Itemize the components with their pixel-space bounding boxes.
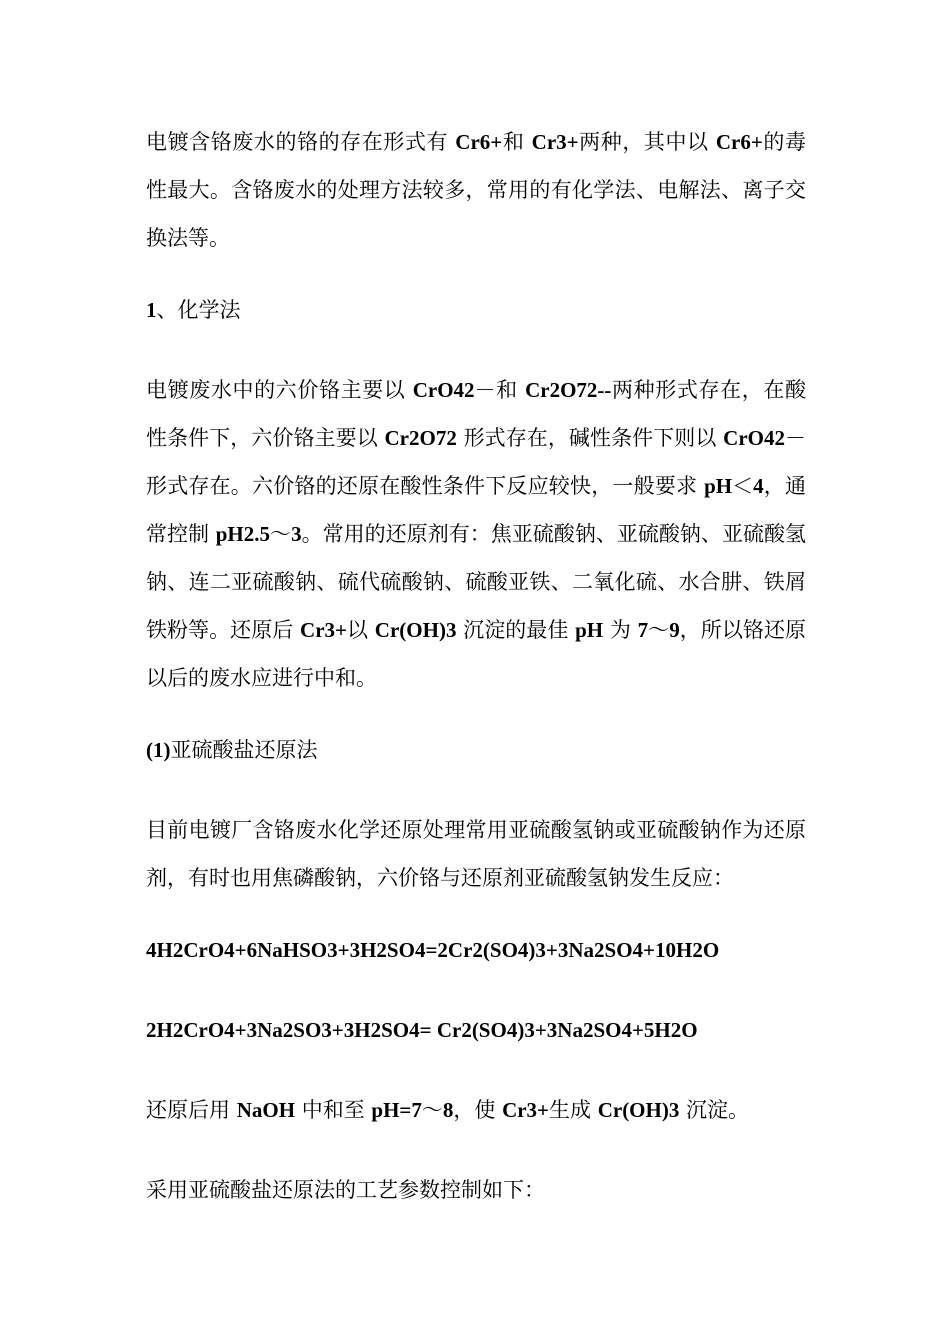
bold-text-run: 8 bbox=[442, 1098, 454, 1122]
text-run: ～ bbox=[421, 1098, 443, 1122]
chemical-method-paragraph bbox=[146, 366, 806, 702]
text-run: －和 bbox=[474, 378, 526, 402]
bold-text-run: Cr3+ bbox=[531, 130, 579, 154]
text-run: 以 bbox=[346, 618, 375, 642]
bold-text-run: pH=7 bbox=[371, 1098, 422, 1122]
text-run: 。常用的还原剂有：焦亚硫酸钠、亚硫酸钠、亚硫酸氢钠、连二亚硫酸钠、硫代硫酸钠、硫酸亚铁、二氧化硫、水合肼、铁屑铁粉等。还原后 bbox=[146, 522, 806, 642]
process-parameters-paragraph bbox=[146, 1166, 806, 1214]
bold-text-run: CrO42 bbox=[723, 426, 785, 450]
text-run: 中和至 bbox=[295, 1098, 372, 1122]
text-run: 和 bbox=[502, 130, 532, 154]
text-run: ，通常控制 bbox=[146, 474, 806, 546]
text-run: －形式存在。六价铬的还原在酸性条件下反应较快，一般要求 bbox=[146, 426, 806, 498]
bold-text-run: Cr(OH)3 bbox=[597, 1098, 680, 1122]
text-run: 电镀含铬废水的铬的存在形式有 bbox=[146, 130, 456, 154]
text-run: 、化学法 bbox=[156, 298, 241, 322]
bold-text-run: 3 bbox=[291, 522, 302, 546]
reaction-formula-2: 2H2CrO4+3Na2SO3+3H2SO4= Cr2(SO4)3+3Na2SO4+5H2O bbox=[146, 1018, 698, 1042]
bold-text-run: Cr6+ bbox=[455, 130, 503, 154]
text-run: ，所以铬还原以后的废水应进行中和。 bbox=[146, 618, 806, 690]
text-run: 目前电镀厂含铬废水化学还原处理常用亚硫酸氢钠或亚硫酸钠作为还原剂，有时也用焦磷酸钠，六价铬与还原剂亚硫酸氢钠发生反应： bbox=[146, 818, 806, 890]
sulfite-paragraph bbox=[146, 806, 806, 902]
text-run: ～ bbox=[648, 618, 670, 642]
text-run: 还原后用 bbox=[146, 1098, 237, 1122]
bold-text-run: Cr(OH)3 bbox=[374, 618, 457, 642]
bold-text-run: NaOH bbox=[236, 1098, 296, 1122]
bold-text-run: Cr2O72-- bbox=[525, 378, 612, 402]
text-run: 沉淀。 bbox=[679, 1098, 750, 1122]
subsection-heading-sulfite bbox=[146, 726, 806, 774]
bold-text-run: pH2.5 bbox=[215, 522, 271, 546]
text-run: 两种，其中以 bbox=[578, 130, 716, 154]
intro-paragraph bbox=[146, 118, 806, 262]
bold-text-run: Cr6+ bbox=[715, 130, 763, 154]
bold-text-run: Cr3+ bbox=[502, 1098, 550, 1122]
section-heading-chemical bbox=[146, 286, 806, 334]
text-run: ＜ bbox=[732, 474, 754, 498]
bold-text-run: (1) bbox=[146, 738, 171, 762]
text-run: 的毒性最大。含铬废水的处理方法较多，常用的有化学法、电解法、离子交换法等。 bbox=[146, 130, 806, 250]
text-run: 沉淀的最佳 bbox=[456, 618, 576, 642]
reaction-formula-1: 4H2CrO4+6NaHSO3+3H2SO4=2Cr2(SO4)3+3Na2SO4+10H2O bbox=[146, 938, 720, 962]
bold-text-run: 4 bbox=[753, 474, 764, 498]
bold-text-run: CrO42 bbox=[412, 378, 475, 402]
bold-text-run: pH bbox=[704, 474, 733, 498]
bold-text-run: 1 bbox=[146, 298, 157, 322]
text-run: ～ bbox=[270, 522, 292, 546]
neutralization-paragraph bbox=[146, 1086, 806, 1134]
text-run: 亚硫酸盐还原法 bbox=[170, 738, 318, 762]
text-run: 电镀废水中的六价铬主要以 bbox=[146, 378, 413, 402]
text-run: 为 bbox=[603, 618, 638, 642]
bold-text-run: Cr3+ bbox=[300, 618, 347, 642]
bold-text-run: pH bbox=[575, 618, 604, 642]
text-run: 生成 bbox=[549, 1098, 598, 1122]
text-run: 两种形式存在，在酸性条件下，六价铬主要以 bbox=[146, 378, 806, 450]
text-run: ，使 bbox=[453, 1098, 503, 1122]
bold-text-run: Cr2O72 bbox=[384, 426, 457, 450]
bold-text-run: 9 bbox=[669, 618, 680, 642]
text-run: 采用亚硫酸盐还原法的工艺参数控制如下： bbox=[146, 1178, 545, 1202]
document-body bbox=[146, 118, 806, 1246]
text-run: 形式存在，碱性条件下则以 bbox=[456, 426, 724, 450]
bold-text-run: 7 bbox=[637, 618, 649, 642]
